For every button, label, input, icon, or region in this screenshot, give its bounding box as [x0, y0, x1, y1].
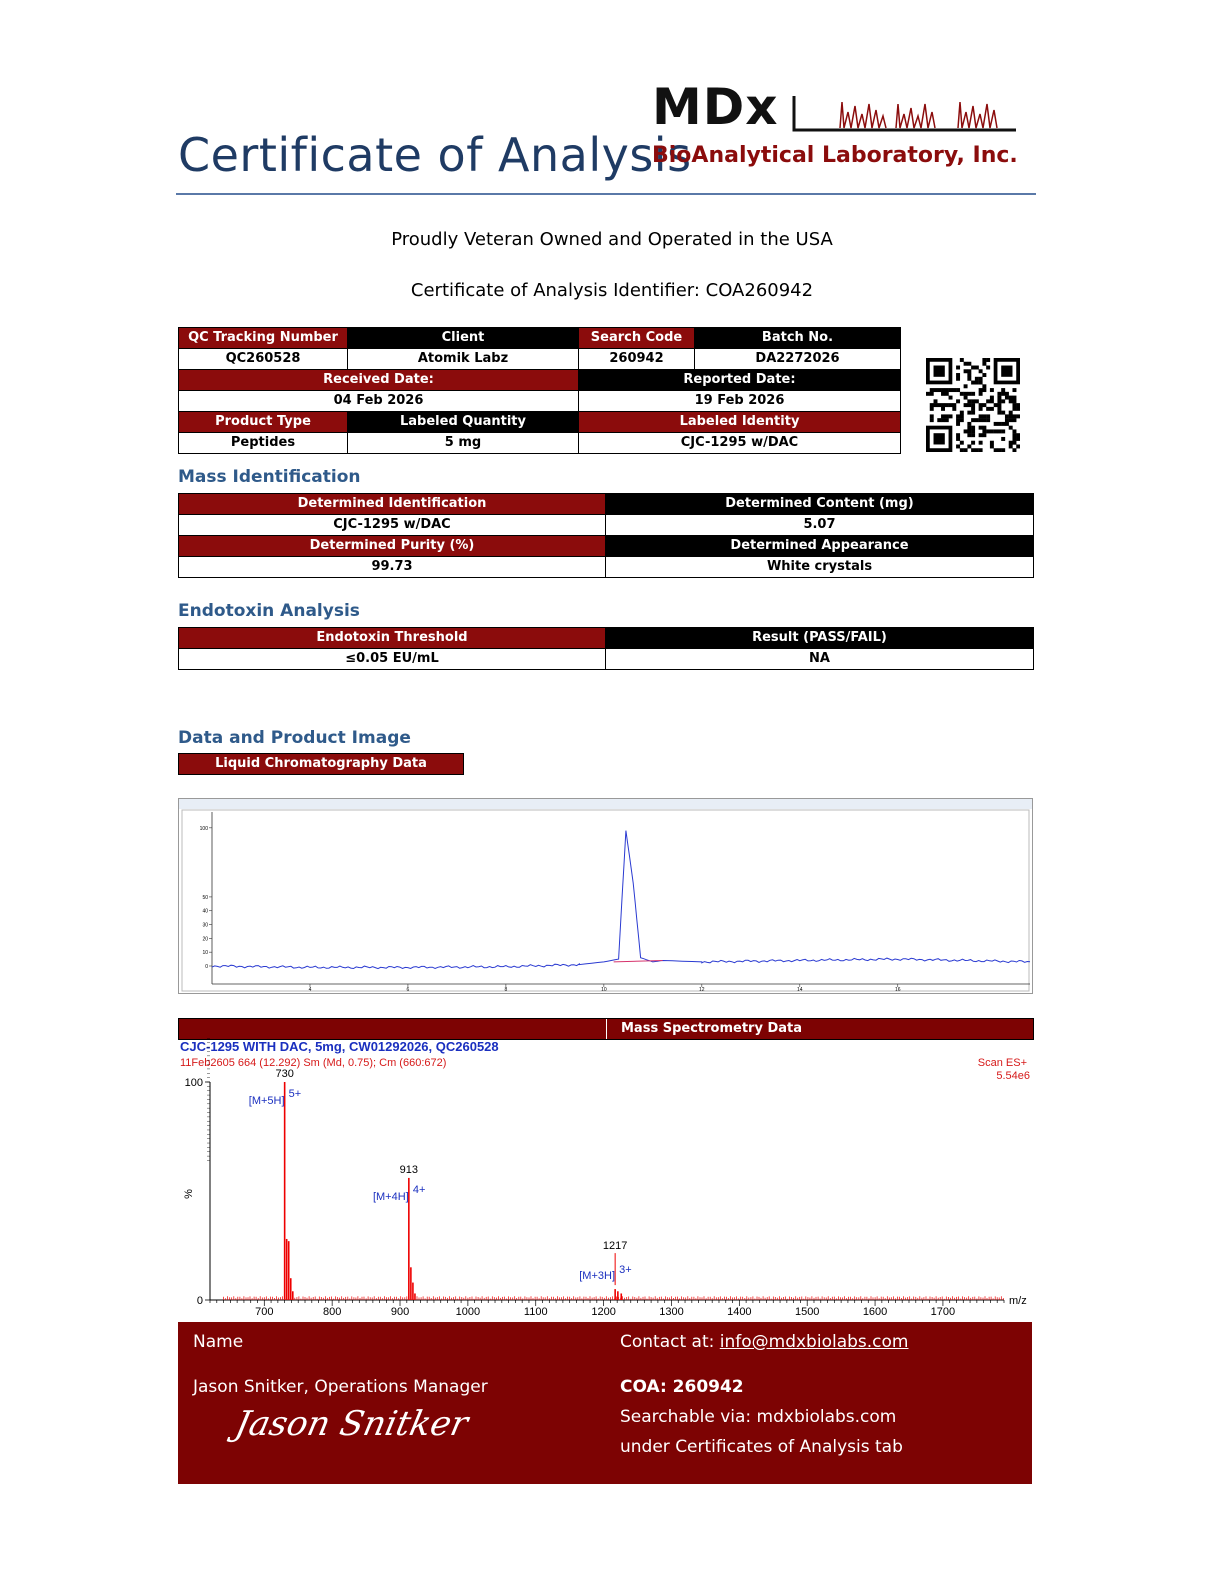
document-title: Certificate of Analysis: [178, 128, 692, 182]
lc-y-tick-label: 10: [202, 950, 208, 957]
determined-content-value: 5.07: [606, 515, 1034, 536]
footer-coa-number: COA: 260942: [620, 1377, 744, 1397]
endotoxin-heading: Endotoxin Analysis: [178, 601, 360, 621]
received-date-value: 04 Feb 2026: [179, 391, 579, 412]
determined-appearance-label: Determined Appearance: [606, 536, 1034, 557]
ms-charge-label: 5+: [288, 1088, 302, 1100]
ms-ion-label: [M+3H]: [579, 1270, 616, 1283]
ms-y-axis-label: %: [183, 1189, 195, 1199]
footer-contact: [620, 1332, 908, 1352]
ms-data-label: Mass Spectrometry Data: [621, 1021, 802, 1036]
determined-content-label: Determined Content (mg): [606, 494, 1034, 515]
ms-x-tick-label: 1400: [727, 1306, 752, 1318]
endotoxin-threshold-value: ≤0.05 EU/mL: [179, 649, 606, 670]
qc-tracking-label: QC Tracking Number: [179, 328, 348, 349]
ms-x-axis-label: m/z: [1009, 1295, 1027, 1307]
ms-y-tick-label: 100: [184, 1077, 203, 1089]
ms-charge-label: 3+: [619, 1264, 632, 1277]
ms-x-tick-label: 1300: [659, 1306, 684, 1318]
client-label: Client: [348, 328, 579, 349]
endotoxin-result-label: Result (PASS/FAIL): [606, 628, 1034, 649]
ms-ion-label: [M+5H]: [248, 1095, 285, 1107]
lc-y-tick-label: 20: [202, 936, 208, 943]
lc-frame: [179, 799, 1033, 994]
endotoxin-threshold-label: Endotoxin Threshold: [179, 628, 606, 649]
ms-x-tick-label: 700: [255, 1306, 274, 1318]
ms-peak-label: 913: [399, 1163, 419, 1176]
received-date-label: Received Date:: [179, 370, 579, 391]
lc-x-tick-label: 16: [894, 987, 901, 993]
mass-identification-heading: Mass Identification: [178, 467, 361, 487]
ms-scan-intensity: 5.54e6: [996, 1070, 1030, 1082]
ms-ion-label: [M+4H]: [372, 1190, 409, 1203]
ms-x-tick-label: 1000: [455, 1306, 481, 1318]
company-logo-subtitle: BioAnalytical Laboratory, Inc.: [652, 143, 1018, 168]
ms-x-tick-label: 1600: [862, 1306, 888, 1318]
company-logo-text: MDx: [652, 78, 779, 136]
coa-identifier: Certificate of Analysis Identifier: COA260942: [410, 280, 814, 301]
footer-searchable-line: Searchable via: mdxbiolabs.com: [620, 1407, 897, 1427]
footer-tab-line: under Certificates of Analysis tab: [620, 1437, 903, 1457]
product-type-value: Peptides: [179, 433, 348, 454]
labeled-identity-label: Labeled Identity: [579, 412, 901, 433]
ms-peak-label: 1217: [602, 1240, 628, 1253]
lc-chromatogram: [178, 798, 1033, 994]
lc-y-tick-label: 100: [199, 825, 208, 832]
ms-charge-label: 4+: [412, 1183, 426, 1196]
batch-value: DA2272026: [695, 349, 901, 370]
labeled-identity-value: CJC-1295 w/DAC: [579, 433, 901, 454]
lc-y-tick-label: 30: [202, 922, 208, 929]
lc-x-tick-label: 4: [308, 987, 312, 993]
info-table: [178, 327, 901, 454]
footer-panel: [178, 1322, 1032, 1484]
lc-data-label: Liquid Chromatography Data: [178, 753, 464, 775]
batch-label: Batch No.: [695, 328, 901, 349]
ms-x-tick-label: 1200: [591, 1306, 616, 1318]
ms-peak-label: 730: [275, 1068, 294, 1080]
determined-identification-label: Determined Identification: [179, 494, 606, 515]
search-code-value: 260942: [579, 349, 695, 370]
endotoxin-result-value: NA: [606, 649, 1034, 670]
ms-x-tick-label: 900: [390, 1306, 410, 1318]
ms-scan-info: 11Feb2605 664 (12.292) Sm (Md, 0.75); Cm (660:672): [180, 1057, 447, 1069]
labeled-quantity-label: Labeled Quantity: [348, 412, 579, 433]
ms-x-tick-label: 1500: [794, 1306, 820, 1318]
client-value: Atomik Labz: [348, 349, 579, 370]
tagline: Proudly Veteran Owned and Operated in the USA: [391, 229, 833, 250]
determined-purity-value: 99.73: [179, 557, 606, 578]
qc-tracking-value: QC260528: [179, 349, 348, 370]
ms-x-tick-label: 1100: [523, 1306, 548, 1318]
data-section-heading: Data and Product Image: [178, 728, 411, 748]
footer-contact-prefix: Contact at:: [620, 1332, 720, 1352]
logo-peaks-graphic: [790, 92, 1020, 134]
ms-data-bar: [178, 1018, 1034, 1040]
qr-code[interactable]: [926, 358, 1020, 452]
determined-appearance-value: White crystals: [606, 557, 1034, 578]
lc-x-tick-label: 14: [797, 987, 803, 993]
footer-signer: Jason Snitker, Operations Manager: [193, 1377, 488, 1397]
lc-y-tick-label: 0: [205, 964, 208, 970]
lc-y-tick-label: 50: [202, 894, 208, 901]
mass-identification-table: [178, 493, 1034, 578]
labeled-quantity-value: 5 mg: [348, 433, 579, 454]
mass-spectrum: [178, 1038, 1032, 1322]
ms-x-tick-label: 800: [322, 1306, 342, 1318]
reported-date-value: 19 Feb 2026: [579, 391, 901, 412]
endotoxin-table: [178, 627, 1034, 670]
signature-image: Jason Snitker: [231, 1404, 472, 1444]
ms-noise-floor: [224, 1296, 1004, 1300]
lc-y-tick-label: 40: [202, 908, 208, 915]
lc-x-tick-label: 8: [504, 987, 508, 993]
ms-y-tick-label: 0: [196, 1295, 203, 1307]
reported-date-label: Reported Date:: [579, 370, 901, 391]
determined-purity-label: Determined Purity (%): [179, 536, 606, 557]
ms-scan-mode: Scan ES+: [977, 1057, 1027, 1069]
determined-identification-value: CJC-1295 w/DAC: [179, 515, 606, 536]
lc-x-tick-label: 10: [601, 987, 607, 993]
ms-x-tick-label: 1700: [930, 1306, 956, 1318]
header-divider: [176, 193, 1036, 195]
footer-name-label: Name: [193, 1332, 244, 1352]
search-code-label: Search Code: [579, 328, 695, 349]
ms-sample-header: CJC-1295 WITH DAC, 5mg, CW01292026, QC260528: [180, 1039, 499, 1054]
product-type-label: Product Type: [179, 412, 348, 433]
footer-contact-email-link[interactable]: info@mdxbiolabs.com: [719, 1332, 909, 1352]
ms-bar-divider: [606, 1019, 607, 1039]
lc-x-tick-label: 12: [699, 987, 705, 993]
lc-header-strip: [179, 799, 1032, 809]
lc-x-tick-label: 6: [406, 987, 410, 993]
